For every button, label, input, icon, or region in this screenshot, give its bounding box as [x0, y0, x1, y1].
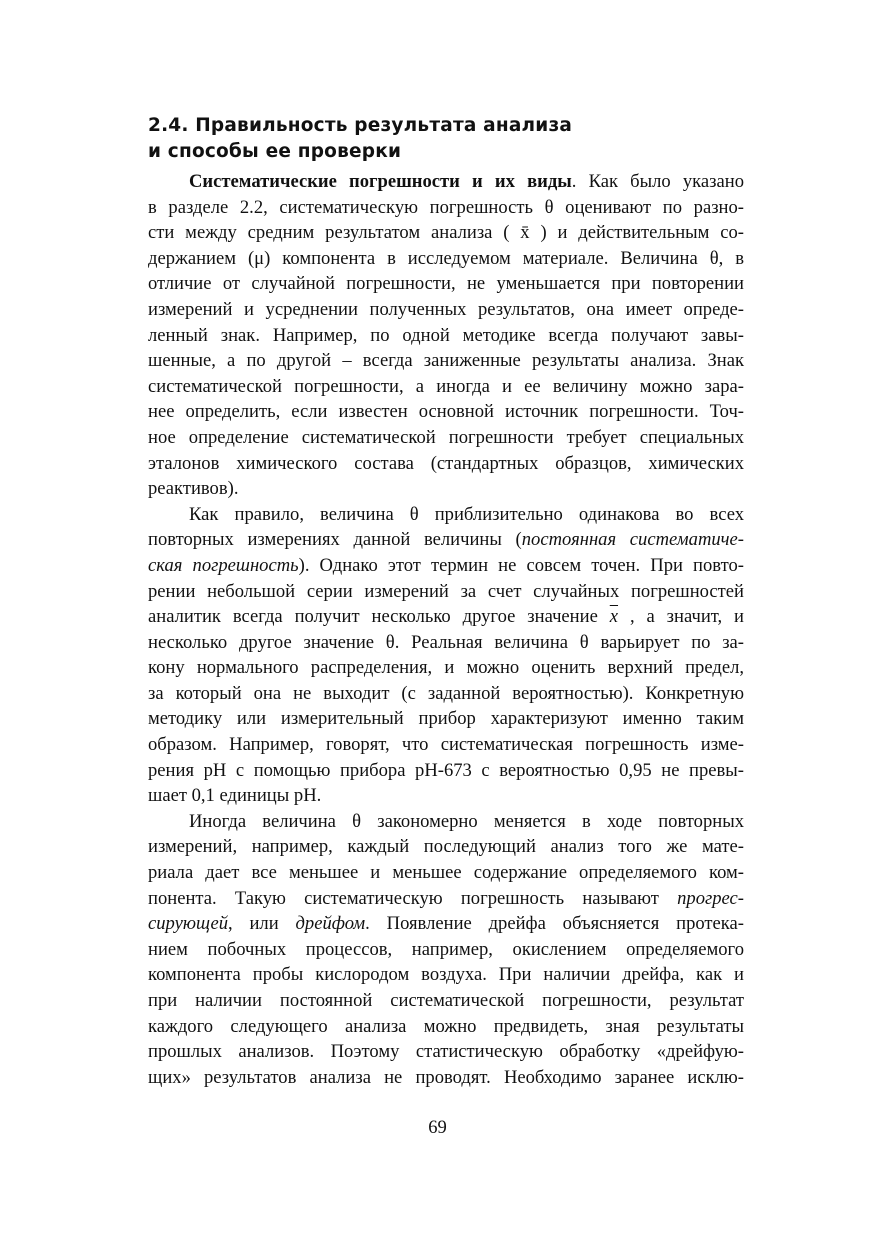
text-line: сти между средним результатом анализа ( x̄ ) и действительным со-: [148, 222, 744, 244]
text-line: [148, 604, 744, 630]
text-line: в разделе 2.2, систематическую погрешность θ оценивают по разно-: [148, 196, 744, 218]
text-span: аналитик всегда получит несколько другое значение: [148, 606, 598, 628]
text-line: риала дает все меньшее и меньшее содержание определяемого ком-: [148, 862, 744, 884]
text-line: измерений и усреднении полученных результатов, она имеет опреде-: [148, 298, 744, 320]
text-line: каждого следующего анализа можно предвидеть, зная результаты: [148, 1015, 744, 1037]
text-line: реактивов).: [148, 478, 239, 500]
page-body: [148, 113, 744, 1090]
text-line: методику или измерительный прибор характеризуют именно таким: [148, 708, 744, 730]
x-mean-symbol: $\overline{x}$: [609, 606, 619, 628]
page-number: 69: [428, 1117, 447, 1138]
text-line: несколько другое значение θ. Реальная величина θ варьирует по за-: [148, 631, 744, 653]
text-line: кону нормального распределения, и можно оценить верхний предел,: [148, 657, 744, 679]
text-line: шает 0,1 единицы pH.: [148, 785, 322, 807]
text-line: при наличии постоянной систематической погрешности, результат: [148, 990, 744, 1011]
text-line: [148, 911, 744, 937]
section-title-line-1: 2.4. Правильность результата анализа: [148, 115, 573, 136]
section-heading: [148, 113, 744, 165]
text-line: [148, 553, 744, 579]
text-line: держанием (μ) компонента в исследуемом материале. Величина θ, в: [148, 247, 744, 269]
text-line: ное определение систематической погрешности требует специальных: [148, 426, 744, 448]
text-line: ленный знак. Например, по одной методике всегда получают завы-: [148, 324, 744, 346]
text-line: [148, 502, 744, 528]
text-line: нием побочных процессов, например, окислением определяемого: [148, 938, 744, 960]
text-span: . Появление дрейфа объясняется протека-: [365, 913, 744, 935]
text-line: за который она не выходит (с заданной вероятностью). Конкретную: [148, 682, 744, 704]
text-line: систематической погрешности, а иногда и ее величину можно зара-: [148, 375, 744, 397]
text-line: нее определить, если известен основной источник погрешности. Точ-: [148, 401, 744, 423]
text-line: эталонов химического состава (стандартных образцов, химических: [148, 452, 744, 474]
text-line: образом. Например, говорят, что систематическая погрешность изме-: [148, 734, 744, 756]
section-title-line-2: и способы ее проверки: [148, 141, 402, 162]
text-line: прошлых анализов. Поэтому статистическую обработку «дрейфую-: [148, 1041, 744, 1063]
text-line: [148, 886, 744, 912]
text-line: [148, 169, 744, 195]
text-line: шенные, а по другой – всегда заниженные результаты анализа. Знак: [148, 350, 744, 372]
text-span: , а значит, и: [629, 606, 745, 628]
text-line: рении небольшой серии измерений за счет случайных погрешностей: [148, 580, 744, 602]
lead-term: Систематические погрешности и их виды: [189, 171, 572, 192]
text-span: , или: [228, 913, 279, 935]
paragraph-1: [148, 169, 744, 502]
paragraph-3: [148, 809, 744, 1091]
text-span: понента. Такую систематическую погрешность называют: [148, 887, 659, 909]
text-span: Иногда величина θ закономерно меняется в ходе повторных: [189, 810, 744, 832]
italic-term: прогрес-: [677, 887, 744, 909]
paragraph-2: [148, 502, 744, 809]
text-line: [148, 809, 744, 835]
text-span: повторных измерениях данной величины (: [148, 529, 522, 551]
text-line: [148, 527, 744, 553]
text-span: ). Однако этот термин не совсем точен. При повто-: [298, 554, 744, 576]
text-span: . Как было указано: [571, 171, 744, 192]
italic-term: сирующей: [148, 913, 229, 935]
text-line: отличие от случайной погрешности, не уменьшается при повторении: [148, 273, 744, 295]
text-line: щих» результатов анализа не проводят. Необходимо заранее исклю-: [148, 1066, 744, 1088]
text-line: компонента пробы кислородом воздуха. При наличии дрейфа, как и: [148, 964, 744, 986]
italic-term: постоянная систематиче-: [521, 529, 744, 551]
italic-term: ская погрешность: [148, 554, 299, 576]
italic-term: дрейфом: [295, 913, 366, 935]
text-span: Как правило, величина θ приблизительно одинакова во всех: [189, 503, 744, 525]
text-line: рения pH с помощью прибора pH-673 с вероятностью 0,95 не превы-: [148, 759, 744, 781]
text-line: измерений, например, каждый последующий анализ того же мате-: [148, 836, 744, 858]
